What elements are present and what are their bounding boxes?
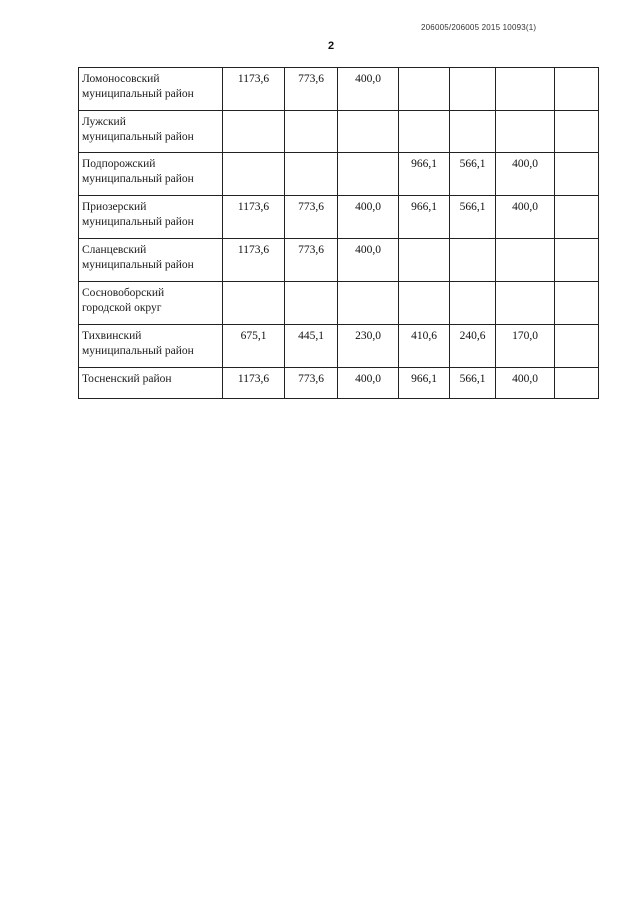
value-cell xyxy=(399,239,450,282)
value-cell xyxy=(338,111,399,153)
table-row xyxy=(79,325,599,368)
value-cell xyxy=(285,282,338,325)
table-row xyxy=(79,368,599,399)
value-cell xyxy=(399,68,450,111)
value-cell xyxy=(285,111,338,153)
value-cell: 773,6 xyxy=(285,196,338,239)
value-cell xyxy=(223,153,285,196)
table-row xyxy=(79,68,599,111)
district-name-line1: Сосновоборский xyxy=(82,287,165,299)
district-name-line1: Подпорожский xyxy=(82,158,156,170)
value-cell: 400,0 xyxy=(338,196,399,239)
value-cell xyxy=(450,239,496,282)
value-cell: 230,0 xyxy=(338,325,399,368)
value-cell: 240,6 xyxy=(450,325,496,368)
value-cell xyxy=(223,111,285,153)
value-cell: 566,1 xyxy=(450,196,496,239)
value-cell: 966,1 xyxy=(399,153,450,196)
value-cell: 1173,6 xyxy=(223,368,285,399)
district-name-cell xyxy=(79,325,223,368)
district-name-line1: Лужский xyxy=(82,116,126,128)
value-cell xyxy=(450,282,496,325)
table-row xyxy=(79,111,599,153)
district-name-line1: Приозерский xyxy=(82,201,147,213)
value-cell: 400,0 xyxy=(496,196,555,239)
value-cell xyxy=(399,111,450,153)
value-cell: 675,1 xyxy=(223,325,285,368)
district-name-line2: муниципальный район xyxy=(82,259,194,271)
value-cell: 773,6 xyxy=(285,68,338,111)
value-cell: 400,0 xyxy=(338,239,399,282)
district-name-line2: муниципальный район xyxy=(82,88,194,100)
district-name-cell xyxy=(79,282,223,325)
value-cell xyxy=(450,111,496,153)
value-cell xyxy=(338,153,399,196)
district-name-line1: Сланцевский xyxy=(82,244,147,256)
value-cell xyxy=(555,153,599,196)
value-cell xyxy=(399,282,450,325)
value-cell xyxy=(496,282,555,325)
value-cell: 1173,6 xyxy=(223,68,285,111)
value-cell: 966,1 xyxy=(399,196,450,239)
value-cell: 966,1 xyxy=(399,368,450,399)
table-body xyxy=(79,68,599,399)
value-cell xyxy=(555,68,599,111)
value-cell xyxy=(285,153,338,196)
municipal-data-table xyxy=(78,67,599,399)
district-name-line2: муниципальный район xyxy=(82,173,194,185)
value-cell: 566,1 xyxy=(450,153,496,196)
district-name-cell xyxy=(79,368,223,399)
district-name-cell xyxy=(79,153,223,196)
district-name-cell xyxy=(79,111,223,153)
value-cell: 400,0 xyxy=(496,368,555,399)
value-cell: 170,0 xyxy=(496,325,555,368)
district-name-line2: муниципальный район xyxy=(82,216,194,228)
value-cell: 400,0 xyxy=(338,368,399,399)
value-cell: 566,1 xyxy=(450,368,496,399)
value-cell: 400,0 xyxy=(496,153,555,196)
value-cell xyxy=(223,282,285,325)
value-cell xyxy=(496,111,555,153)
district-name-cell xyxy=(79,196,223,239)
value-cell xyxy=(450,68,496,111)
table-row xyxy=(79,196,599,239)
value-cell: 1173,6 xyxy=(223,239,285,282)
value-cell xyxy=(555,111,599,153)
district-name-line1: Тихвинский xyxy=(82,330,142,342)
district-name-cell xyxy=(79,68,223,111)
value-cell: 1173,6 xyxy=(223,196,285,239)
table-row xyxy=(79,282,599,325)
value-cell xyxy=(555,196,599,239)
value-cell xyxy=(496,239,555,282)
district-name-line2: муниципальный район xyxy=(82,345,194,357)
value-cell xyxy=(555,325,599,368)
table-row xyxy=(79,153,599,196)
value-cell: 400,0 xyxy=(338,68,399,111)
district-name-cell xyxy=(79,239,223,282)
value-cell: 410,6 xyxy=(399,325,450,368)
district-name-line2: городской округ xyxy=(82,302,162,314)
value-cell xyxy=(555,282,599,325)
value-cell: 445,1 xyxy=(285,325,338,368)
value-cell: 773,6 xyxy=(285,239,338,282)
district-name-line2: муниципальный район xyxy=(82,131,194,143)
value-cell xyxy=(555,368,599,399)
value-cell xyxy=(338,282,399,325)
page-number: 2 xyxy=(328,40,335,52)
value-cell xyxy=(555,239,599,282)
document-id: 206005/206005 2015 10093(1) xyxy=(421,23,537,32)
value-cell xyxy=(496,68,555,111)
value-cell: 773,6 xyxy=(285,368,338,399)
district-name-line1: Ломоносовский xyxy=(82,73,160,85)
table-row xyxy=(79,239,599,282)
district-name-line1: Тосненский район xyxy=(82,373,172,385)
